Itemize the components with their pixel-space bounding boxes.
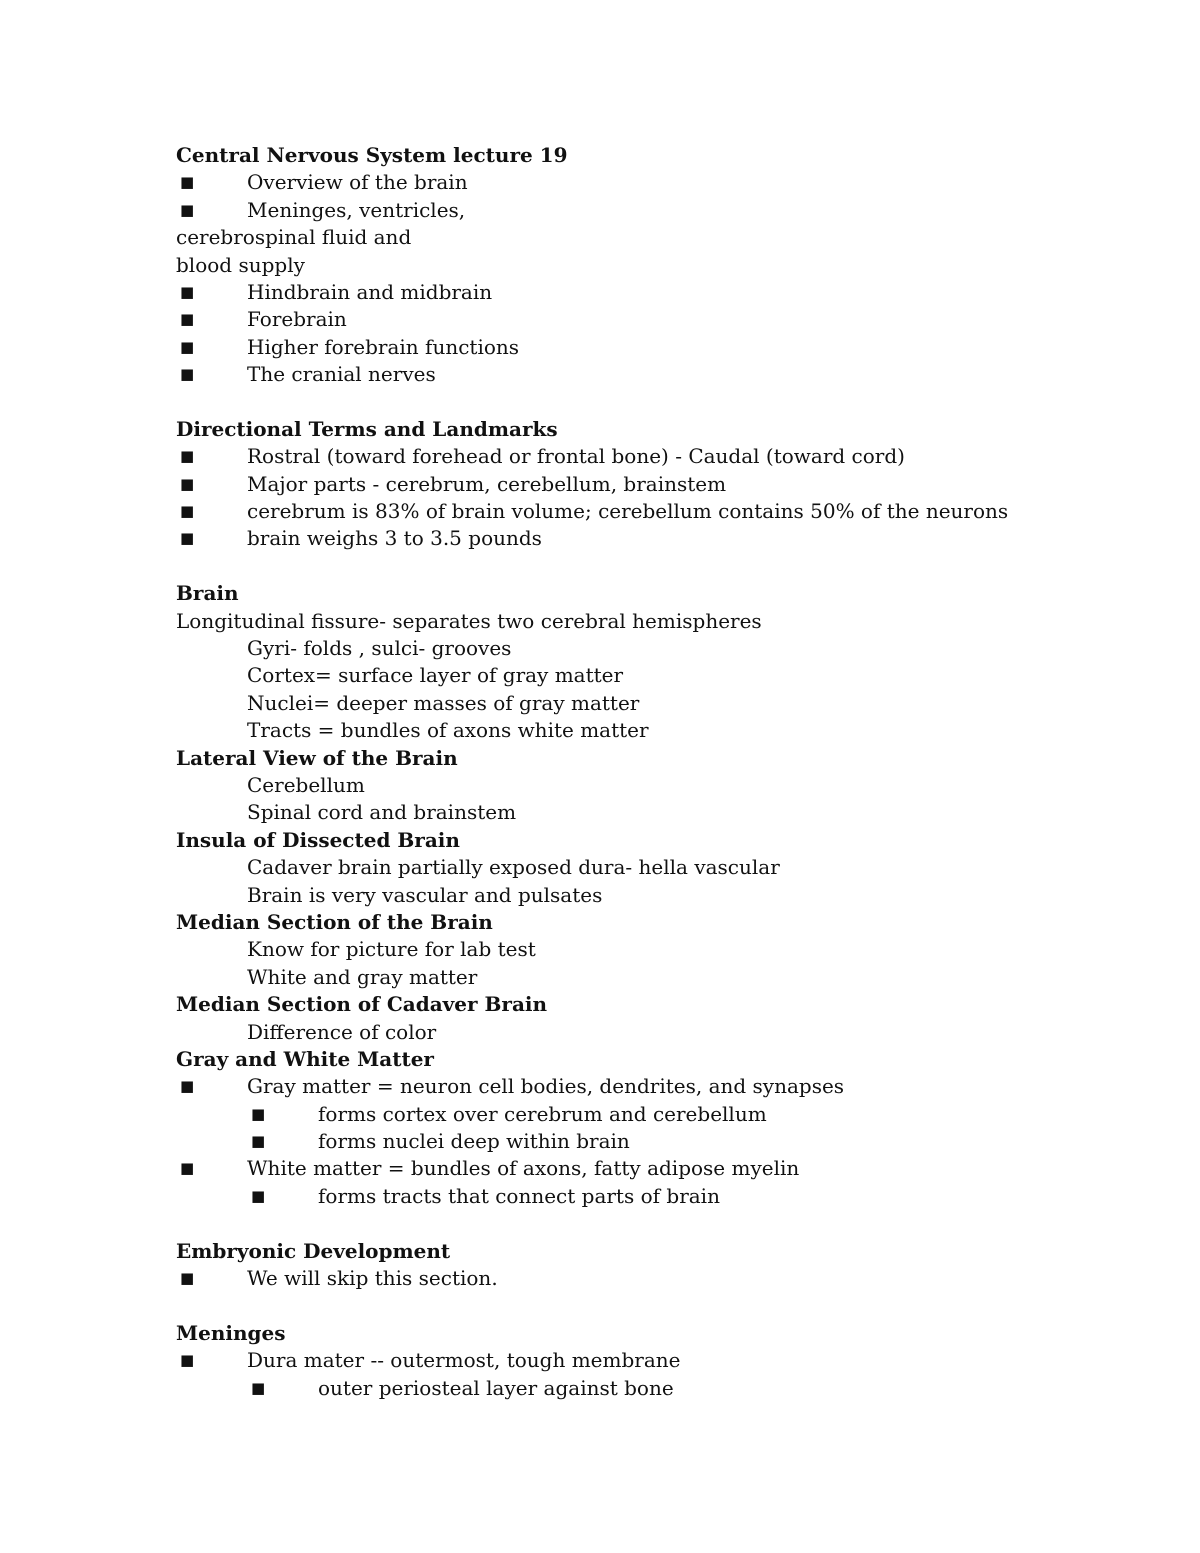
line-text: Cadaver brain partially exposed dura- hella vascular <box>247 855 780 880</box>
square-bullet-icon: ■ <box>180 365 195 384</box>
indented-line <box>176 635 1136 662</box>
indented-line <box>176 964 1136 991</box>
indented-line <box>176 799 1136 826</box>
bullet-item <box>176 1265 1136 1292</box>
section-heading: Brain <box>176 581 239 606</box>
blank-line <box>176 389 1136 416</box>
bullet-item <box>176 443 1136 470</box>
bullet-item <box>176 1155 1136 1182</box>
indented-line <box>176 854 1136 881</box>
sub-bullet-item <box>176 1375 1136 1402</box>
line-text: forms cortex over cerebrum and cerebellum <box>318 1101 767 1126</box>
square-bullet-icon: ■ <box>180 282 195 301</box>
indented-line <box>176 717 1136 744</box>
sub-bullet-item <box>176 1101 1136 1128</box>
line-text: brain weighs 3 to 3.5 pounds <box>247 526 542 551</box>
blank-line <box>176 1292 1136 1319</box>
line-text: cerebrum is 83% of brain volume; cerebellum contains 50% of the neurons <box>247 499 1009 524</box>
line-text: Meninges, ventricles, <box>247 197 466 222</box>
line-text: Dura mater -- outermost, tough membrane <box>247 1348 681 1373</box>
text-line <box>176 224 1136 251</box>
square-bullet-icon: ■ <box>180 337 195 356</box>
section-heading: Central Nervous System lecture 19 <box>176 143 568 167</box>
square-bullet-icon: ■ <box>180 200 195 219</box>
line-text: Tracts = bundles of axons white matter <box>247 718 649 743</box>
section-heading: Median Section of the Brain <box>176 909 493 934</box>
line-text: Brain is very vascular and pulsates <box>247 882 603 907</box>
square-bullet-icon: ■ <box>180 310 195 329</box>
bullet-item <box>176 525 1136 552</box>
line-text: outer periosteal layer against bone <box>318 1375 674 1400</box>
bullet-item <box>176 1347 1136 1374</box>
square-bullet-icon: ■ <box>251 1378 266 1397</box>
line-text: Know for picture for lab test <box>247 937 536 962</box>
line-text: White matter = bundles of axons, fatty adipose myelin <box>247 1156 800 1181</box>
indented-line <box>176 882 1136 909</box>
line-text: Forebrain <box>247 307 347 332</box>
square-bullet-icon: ■ <box>180 529 195 548</box>
line-text: Gray matter = neuron cell bodies, dendrites, and synapses <box>247 1074 845 1099</box>
indented-line <box>176 772 1136 799</box>
indented-line <box>176 662 1136 689</box>
text-line <box>176 608 1136 635</box>
line-text: Cerebellum <box>247 772 365 797</box>
line-text: The cranial nerves <box>247 362 436 387</box>
section-heading: Insula of Dissected Brain <box>176 827 460 852</box>
line-text: Higher forebrain functions <box>247 334 520 359</box>
bullet-item <box>176 1073 1136 1100</box>
square-bullet-icon: ■ <box>180 1077 195 1096</box>
square-bullet-icon: ■ <box>180 1351 195 1370</box>
section-heading: Directional Terms and Landmarks <box>176 416 558 441</box>
sub-bullet-item <box>176 1183 1136 1210</box>
blank-line <box>176 1210 1136 1237</box>
line-text: Nuclei= deeper masses of gray matter <box>247 690 640 715</box>
square-bullet-icon: ■ <box>180 1269 195 1288</box>
section-heading: Gray and White Matter <box>176 1046 434 1071</box>
bullet-item <box>176 498 1136 525</box>
line-text: Hindbrain and midbrain <box>247 279 493 304</box>
square-bullet-icon: ■ <box>180 502 195 521</box>
line-text: Cortex= surface layer of gray matter <box>247 663 624 688</box>
section-heading: Lateral View of the Brain <box>176 745 458 770</box>
line-text: Gyri- folds , sulci- grooves <box>247 636 512 661</box>
bullet-item <box>176 334 1136 361</box>
line-text: We will skip this section. <box>247 1266 498 1291</box>
square-bullet-icon: ■ <box>251 1104 266 1123</box>
sub-bullet-item <box>176 1128 1136 1155</box>
line-text: forms tracts that connect parts of brain <box>318 1183 720 1208</box>
line-text: forms nuclei deep within brain <box>318 1129 630 1154</box>
square-bullet-icon: ■ <box>180 447 195 466</box>
square-bullet-icon: ■ <box>180 1159 195 1178</box>
square-bullet-icon: ■ <box>180 474 195 493</box>
line-text: Difference of color <box>247 1019 437 1044</box>
indented-line <box>176 690 1136 717</box>
line-text: Spinal cord and brainstem <box>247 800 517 825</box>
bullet-item <box>176 361 1136 388</box>
blank-line <box>176 553 1136 580</box>
section-heading: Meninges <box>176 1320 286 1345</box>
line-text: Rostral (toward forehead or frontal bone) - Caudal (toward cord) <box>247 444 905 469</box>
bullet-item <box>176 169 1136 196</box>
line-text: Overview of the brain <box>247 170 468 195</box>
square-bullet-icon: ■ <box>251 1186 266 1205</box>
bullet-item <box>176 197 1136 224</box>
indented-line <box>176 936 1136 963</box>
line-text: White and gray matter <box>247 964 478 989</box>
line-text: blood supply <box>176 252 305 277</box>
bullet-item <box>176 279 1136 306</box>
line-text: cerebrospinal fluid and <box>176 225 412 250</box>
section-heading: Embryonic Development <box>176 1238 451 1263</box>
square-bullet-icon: ■ <box>180 173 195 192</box>
document-page <box>176 142 1136 1402</box>
indented-line <box>176 1019 1136 1046</box>
square-bullet-icon: ■ <box>251 1132 266 1151</box>
line-text: Longitudinal fissure- separates two cerebral hemispheres <box>176 608 762 633</box>
section-heading: Median Section of Cadaver Brain <box>176 992 548 1017</box>
line-text: Major parts - cerebrum, cerebellum, brainstem <box>247 471 727 496</box>
text-line <box>176 252 1136 279</box>
bullet-item <box>176 471 1136 498</box>
bullet-item <box>176 306 1136 333</box>
